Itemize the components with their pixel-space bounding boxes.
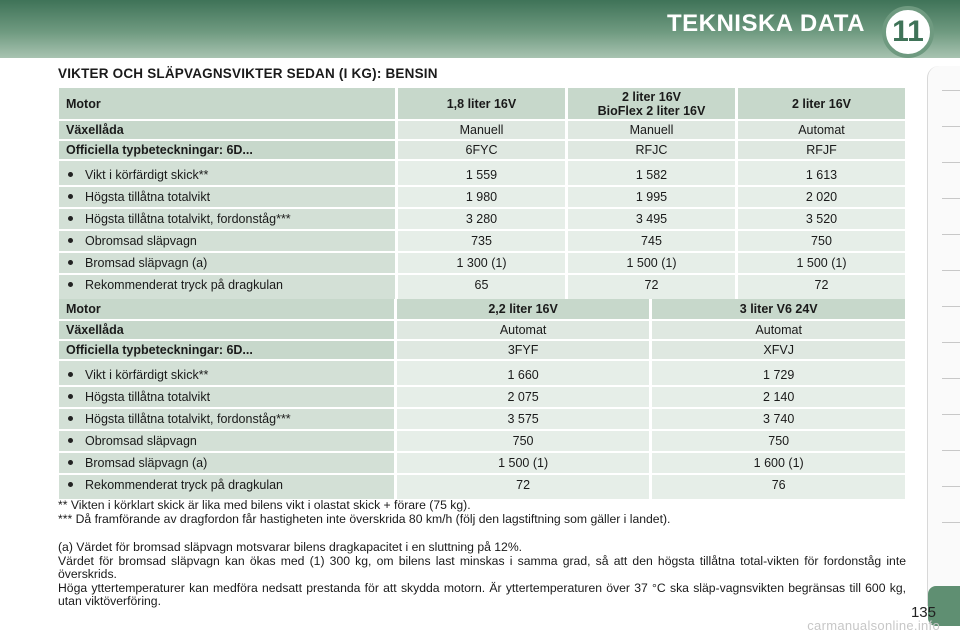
table-cell: 3 495 — [568, 209, 735, 229]
side-tab-divider — [942, 486, 960, 487]
engine-header: 2 liter 16V — [738, 88, 905, 119]
side-tab-divider — [942, 90, 960, 91]
table-cell: 65 — [398, 275, 565, 299]
table-cell: 1 980 — [398, 187, 565, 207]
table-cell: 72 — [738, 275, 905, 299]
side-tab-divider — [942, 342, 960, 343]
row-label: Obromsad släpvagn — [59, 431, 394, 451]
explanatory-notes — [58, 541, 906, 609]
bullet-icon — [68, 172, 73, 177]
footnote-double-star: ** Vikten i körklart skick är lika med bilens vikt i olastat skick + förare (75 kg). — [58, 498, 471, 512]
page-number: 135 — [910, 604, 936, 621]
engine-header: 2 liter 16V BioFlex 2 liter 16V — [568, 88, 735, 119]
gearbox-label: Växellåda — [59, 321, 394, 339]
table-cell: 1 500 (1) — [397, 453, 650, 473]
bullet-icon — [68, 394, 73, 399]
table-cell: Manuell — [398, 121, 565, 139]
side-tab-divider — [942, 450, 960, 451]
table-cell: XFVJ — [652, 341, 905, 359]
table-row — [59, 453, 905, 473]
bullet-icon — [68, 216, 73, 221]
table-row — [59, 409, 905, 429]
side-tab-divider — [942, 522, 960, 523]
table-row — [59, 121, 905, 139]
table-cell: 2 140 — [652, 387, 905, 407]
table-row — [59, 361, 905, 385]
weights-table-1 — [56, 86, 908, 301]
table-cell: 1 600 (1) — [652, 453, 905, 473]
table-cell: 735 — [398, 231, 565, 251]
table-cell: 750 — [397, 431, 650, 451]
side-tab-divider — [942, 126, 960, 127]
table-cell: 1 500 (1) — [738, 253, 905, 273]
type-label: Officiella typbeteckningar: 6D... — [59, 341, 394, 359]
row-label: Vikt i körfärdigt skick** — [59, 361, 394, 385]
engine-header: 1,8 liter 16V — [398, 88, 565, 119]
note-a: (a) Värdet för bromsad släpvagn motsvarar bilens dragkapacitet i en sluttning på 12%. — [58, 540, 523, 554]
engine-header: 2,2 liter 16V — [397, 299, 650, 319]
table-row — [59, 187, 905, 207]
watermark: carmanualsonline.info — [807, 618, 940, 633]
footnotes — [58, 499, 906, 526]
row-label: Rekommenderat tryck på dragkulan — [59, 275, 395, 299]
motor-label: Motor — [59, 299, 394, 319]
row-label: Bromsad släpvagn (a) — [59, 453, 394, 473]
bullet-icon — [68, 482, 73, 487]
table-cell: Automat — [738, 121, 905, 139]
table-row — [59, 321, 905, 339]
table-cell: 1 500 (1) — [568, 253, 735, 273]
table-row — [59, 431, 905, 451]
table-row — [59, 231, 905, 251]
type-label: Officiella typbeteckningar: 6D... — [59, 141, 395, 159]
table-cell: 750 — [652, 431, 905, 451]
table-cell: 2 020 — [738, 187, 905, 207]
engine-header: 3 liter V6 24V — [652, 299, 905, 319]
chapter-number-badge: 11 — [882, 6, 934, 58]
side-tab-divider — [942, 306, 960, 307]
table-row — [59, 141, 905, 159]
side-tab-divider — [942, 198, 960, 199]
side-tab-divider — [942, 234, 960, 235]
table-cell: 1 559 — [398, 161, 565, 185]
page-title: VIKTER OCH SLÄPVAGNSVIKTER SEDAN (I KG): BENSIN — [58, 66, 438, 81]
table-cell: 6FYC — [398, 141, 565, 159]
table-row — [59, 275, 905, 299]
table-cell: 1 995 — [568, 187, 735, 207]
chapter-header-band — [0, 0, 960, 58]
row-label: Vikt i körfärdigt skick** — [59, 161, 395, 185]
bullet-icon — [68, 238, 73, 243]
row-label: Högsta tillåtna totalvikt, fordonståg*** — [59, 409, 394, 429]
bullet-icon — [68, 260, 73, 265]
motor-label: Motor — [59, 88, 395, 119]
side-tab-divider — [942, 162, 960, 163]
table-cell: Automat — [397, 321, 650, 339]
row-label: Högsta tillåtna totalvikt, fordonståg*** — [59, 209, 395, 229]
table-cell: 1 729 — [652, 361, 905, 385]
note-paragraph: Höga yttertemperaturer kan medföra nedsatt prestanda för att skydda motorn. Är yttertemperaturen över 37 °C ska släp-vagnsvikten begränsas till 600 kg, utan viktöverföring. — [58, 580, 906, 608]
table-cell: 745 — [568, 231, 735, 251]
bullet-icon — [68, 460, 73, 465]
table-row — [59, 209, 905, 229]
row-label: Bromsad släpvagn (a) — [59, 253, 395, 273]
bullet-icon — [68, 282, 73, 287]
table-cell: 2 075 — [397, 387, 650, 407]
side-tab-divider — [942, 270, 960, 271]
note-paragraph: Värdet för bromsad släpvagn kan ökas med (1) 300 kg, om bilens last minskas i samma grad, så att den högsta tillåtna total-vikten för fordonståg inte överskrids. — [58, 553, 906, 581]
table-row — [59, 88, 905, 119]
table-cell: 3 575 — [397, 409, 650, 429]
row-label: Högsta tillåtna totalvikt — [59, 387, 394, 407]
table-cell: 72 — [568, 275, 735, 299]
row-label: Obromsad släpvagn — [59, 231, 395, 251]
table-cell: 3 520 — [738, 209, 905, 229]
table-cell: 3FYF — [397, 341, 650, 359]
bullet-icon — [68, 416, 73, 421]
table-cell: Automat — [652, 321, 905, 339]
side-tab-divider — [942, 378, 960, 379]
table-row — [59, 387, 905, 407]
table-cell: 72 — [397, 475, 650, 499]
row-label: Högsta tillåtna totalvikt — [59, 187, 395, 207]
bullet-icon — [68, 194, 73, 199]
table-cell: RFJC — [568, 141, 735, 159]
table-cell: 1 582 — [568, 161, 735, 185]
chapter-title: TEKNISKA DATA — [666, 10, 865, 37]
footnote-triple-star: *** Då framförande av dragfordon får hastigheten inte överskrida 80 km/h (följ den lagstiftning som gäller i landet). — [58, 511, 671, 526]
table-cell: 1 660 — [397, 361, 650, 385]
row-label: Rekommenderat tryck på dragkulan — [59, 475, 394, 499]
table-row — [59, 341, 905, 359]
table-cell: 3 280 — [398, 209, 565, 229]
table-row — [59, 161, 905, 185]
gearbox-label: Växellåda — [59, 121, 395, 139]
weights-table-2 — [56, 297, 908, 501]
table-cell: 3 740 — [652, 409, 905, 429]
side-tab-divider — [942, 414, 960, 415]
chapter-side-tabs — [927, 66, 960, 606]
table-row — [59, 253, 905, 273]
table-cell: RFJF — [738, 141, 905, 159]
bullet-icon — [68, 372, 73, 377]
bullet-icon — [68, 438, 73, 443]
table-cell: 750 — [738, 231, 905, 251]
table-cell: 76 — [652, 475, 905, 499]
table-cell: Manuell — [568, 121, 735, 139]
table-cell: 1 613 — [738, 161, 905, 185]
table-row — [59, 475, 905, 499]
table-cell: 1 300 (1) — [398, 253, 565, 273]
table-row — [59, 299, 905, 319]
